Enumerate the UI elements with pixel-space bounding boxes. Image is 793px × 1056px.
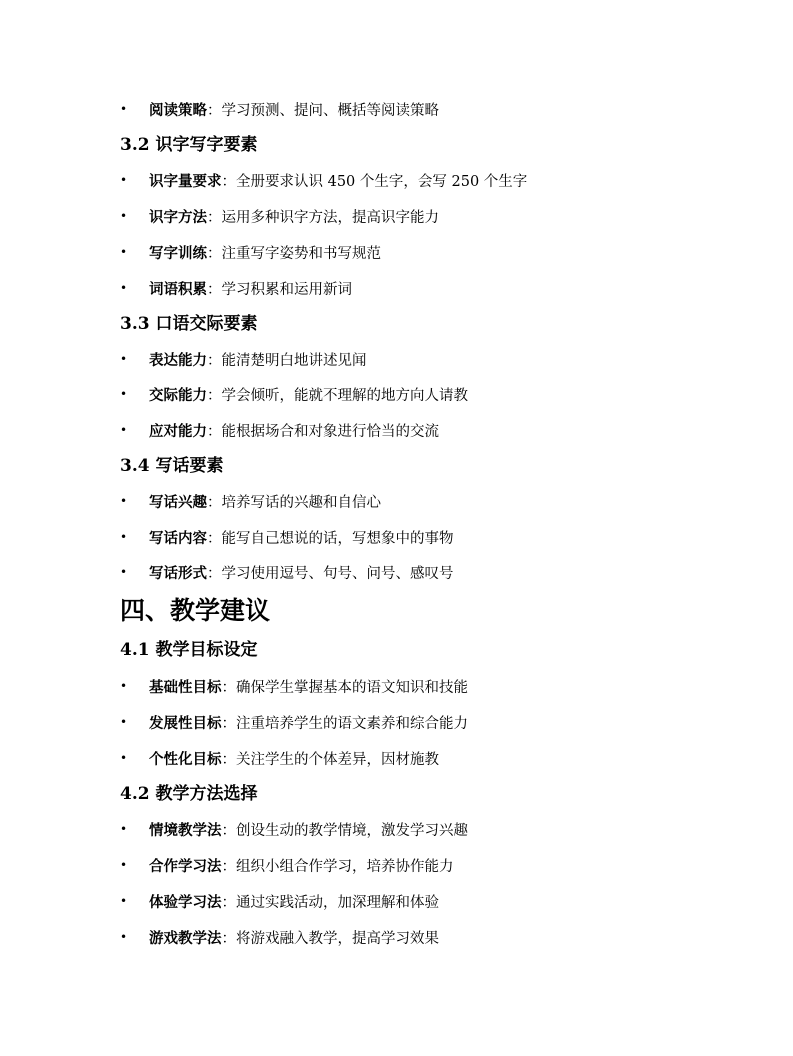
bullet-marker: • <box>120 930 128 944</box>
bullet-marker: • <box>120 494 128 508</box>
list-item <box>0 349 793 373</box>
item-term: 发展性目标 <box>149 715 222 732</box>
list-item <box>0 562 793 586</box>
bullet-marker: • <box>120 387 128 401</box>
list-item <box>0 242 793 266</box>
bullet-marker: • <box>120 858 128 872</box>
item-description: 创设生动的教学情境，激发学习兴趣 <box>236 823 468 839</box>
list-item <box>0 420 793 444</box>
item-term: 识字量要求 <box>149 173 222 190</box>
list-item <box>0 527 793 551</box>
list-item <box>0 891 793 915</box>
list-item <box>0 855 793 879</box>
item-separator: ： <box>221 823 236 839</box>
item-separator: ： <box>221 895 236 911</box>
list-item <box>0 99 793 123</box>
list-item <box>0 206 793 230</box>
item-term: 应对能力 <box>149 423 207 440</box>
bullet-marker: • <box>120 245 128 259</box>
bullet-marker: • <box>120 281 128 295</box>
section-heading-4-2: 4.2 教学方法选择 <box>120 784 258 804</box>
item-description: 学习预测、提问、概括等阅读策略 <box>221 103 439 119</box>
item-term: 写话兴趣 <box>149 494 207 511</box>
list-item <box>0 676 793 700</box>
item-description: 全册要求认识 450 个生字，会写 250 个生字 <box>236 174 528 190</box>
list-item <box>0 712 793 736</box>
item-term: 写字训练 <box>149 245 207 262</box>
bullet-marker: • <box>120 894 128 908</box>
item-separator: ： <box>221 859 236 875</box>
item-separator: ： <box>221 680 236 696</box>
bullet-marker: • <box>120 530 128 544</box>
item-description: 注重培养学生的语文素养和综合能力 <box>236 716 468 732</box>
bullet-marker: • <box>120 423 128 437</box>
item-term: 词语积累 <box>149 281 207 298</box>
item-term: 情境教学法 <box>149 822 222 839</box>
item-term: 交际能力 <box>149 387 207 404</box>
section-heading-3-4: 3.4 写话要素 <box>120 456 224 476</box>
item-term: 基础性目标 <box>149 679 222 696</box>
list-item <box>0 278 793 302</box>
item-term: 表达能力 <box>149 352 207 369</box>
chapter-heading-4: 四、教学建议 <box>120 596 271 625</box>
item-description: 关注学生的个体差异，因材施教 <box>236 752 439 768</box>
item-separator: ： <box>207 566 222 582</box>
item-separator: ： <box>207 210 222 226</box>
bullet-marker: • <box>120 679 128 693</box>
item-description: 学会倾听，能就不理解的地方向人请教 <box>221 388 468 404</box>
item-term: 个性化目标 <box>149 751 222 768</box>
list-item <box>0 491 793 515</box>
item-separator: ： <box>207 246 222 262</box>
item-term: 写话形式 <box>149 565 207 582</box>
item-description: 能写自己想说的话，写想象中的事物 <box>221 531 454 547</box>
list-item <box>0 384 793 408</box>
item-description: 注重写字姿势和书写规范 <box>221 246 381 262</box>
bullet-marker: • <box>120 173 128 187</box>
item-separator: ： <box>221 752 236 768</box>
item-term: 写话内容 <box>149 530 207 547</box>
item-separator: ： <box>207 424 222 440</box>
item-separator: ： <box>207 282 222 298</box>
section-heading-4-1: 4.1 教学目标设定 <box>120 640 258 660</box>
list-item <box>0 819 793 843</box>
item-description: 通过实践活动，加深理解和体验 <box>236 895 439 911</box>
bullet-marker: • <box>120 209 128 223</box>
item-term: 识字方法 <box>149 209 207 226</box>
item-separator: ： <box>207 103 222 119</box>
item-description: 培养写话的兴趣和自信心 <box>221 495 381 511</box>
bullet-marker: • <box>120 715 128 729</box>
item-term: 体验学习法 <box>149 894 222 911</box>
list-item <box>0 927 793 951</box>
item-description: 运用多种识字方法，提高识字能力 <box>221 210 439 226</box>
item-term: 游戏教学法 <box>149 930 222 947</box>
item-description: 学习使用逗号、句号、问号、感叹号 <box>221 566 454 582</box>
item-separator: ： <box>207 531 222 547</box>
list-item <box>0 170 793 194</box>
bullet-marker: • <box>120 822 128 836</box>
item-description: 确保学生掌握基本的语文知识和技能 <box>236 680 468 696</box>
item-description: 将游戏融入教学，提高学习效果 <box>236 931 439 947</box>
item-separator: ： <box>221 716 236 732</box>
bullet-marker: • <box>120 751 128 765</box>
item-description: 能清楚明白地讲述见闻 <box>221 353 367 369</box>
item-description: 学习积累和运用新词 <box>221 282 352 298</box>
bullet-marker: • <box>120 565 128 579</box>
section-heading-3-2: 3.2 识字写字要素 <box>120 135 258 155</box>
item-separator: ： <box>207 495 222 511</box>
item-separator: ： <box>221 174 236 190</box>
item-separator: ： <box>207 388 222 404</box>
list-item <box>0 748 793 772</box>
bullet-marker: • <box>120 102 128 116</box>
item-separator: ： <box>221 931 236 947</box>
item-term: 阅读策略 <box>149 102 207 119</box>
section-heading-3-3: 3.3 口语交际要素 <box>120 314 258 334</box>
item-description: 组织小组合作学习，培养协作能力 <box>236 859 454 875</box>
bullet-marker: • <box>120 352 128 366</box>
item-separator: ： <box>207 353 222 369</box>
item-description: 能根据场合和对象进行恰当的交流 <box>221 424 439 440</box>
item-term: 合作学习法 <box>149 858 222 875</box>
